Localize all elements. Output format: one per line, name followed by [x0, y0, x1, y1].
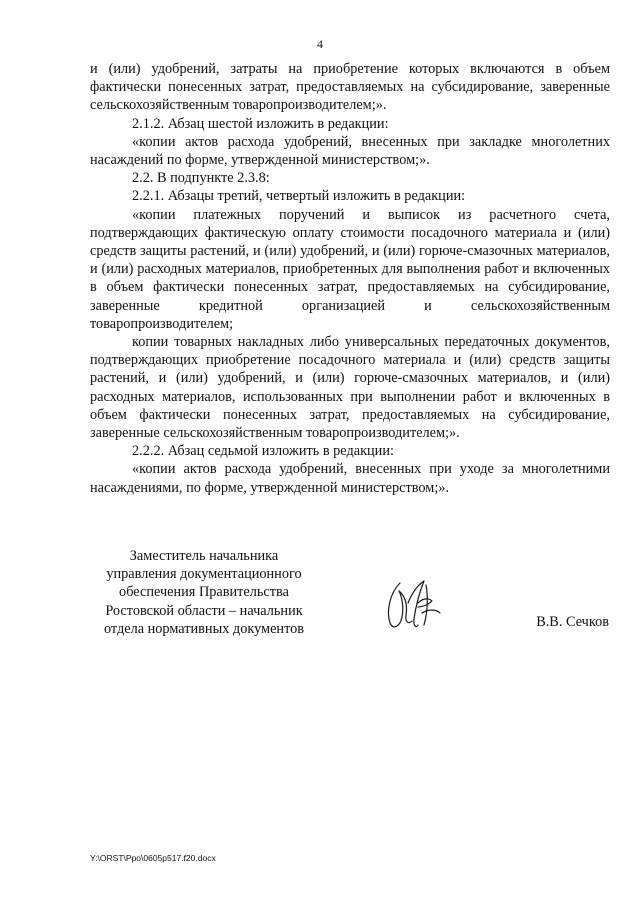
paragraph: «копии актов расхода удобрений, внесенных при уходе за многолетними насаждениями, по форме, утвержденной министерством;». — [90, 461, 610, 496]
paragraph: 2.2.1. Абзацы третий, четвертый изложить в редакции: — [132, 188, 466, 205]
paragraph: и (или) удобрений, затраты на приобретение которых включаются в объем фактически понесенных затрат, предоставляемых на субсидирование, заверенные сельскохозяйственным товаропроизводителем;». — [90, 61, 610, 114]
signatory-title — [85, 547, 323, 638]
paragraph: «копии платежных поручений и выписок из расчетного счета, подтверждающих фактическую оплату стоимости посадочного материала и (или) средств защиты растений, и (или) удобрений, и (или) горюче-смазочных материалов, и (или) расходных материалов, приобретенных для выполнения работ и включенных в объем фактически понесенных затрат, предоставляемых на субсидирование, заверенные кредитной организацией и сельскохозяйственным товаропроизводителем; — [90, 206, 610, 332]
page-number: 4 — [317, 37, 323, 51]
paragraph: 2.2. В подпункте 2.3.8: — [132, 170, 270, 187]
signatory-name: В.В. Сечков — [536, 614, 609, 630]
signatory-title-line: обеспечения Правительства — [119, 584, 289, 601]
paragraph: «копии актов расхода удобрений, внесенных при закладке многолетних насаждений по форме, утвержденной министерством;». — [90, 133, 610, 169]
signatory-title-line: Заместитель начальника — [129, 548, 279, 564]
file-path: Y:\ORST\Ppo\0605p517.f20.docx — [90, 853, 216, 863]
paragraph: 2.1.2. Абзац шестой изложить в редакции: — [132, 115, 389, 132]
handwritten-signature — [382, 573, 444, 633]
signatory-title-line: отдела нормативных документов — [103, 620, 305, 637]
document-body — [90, 60, 610, 497]
paragraph: копии товарных накладных либо универсальных передаточных документов, подтверждающих приобретение посадочного материала и (или) средств защиты растений, и (или) удобрений, и (или) горюче-смазочных материалов, и (или) расходных материалов, использованных при выполнении работ и включенных в объем фактически понесенных затрат, предоставляемых на субсидирование, заверенные сельскохозяйственным товаропроизводителем;». — [90, 334, 610, 442]
paragraph: 2.2.2. Абзац седьмой изложить в редакции: — [132, 443, 394, 460]
signatory-title-line: управления документационного — [106, 566, 302, 583]
signatory-title-line: Ростовской области – начальник — [105, 602, 303, 619]
